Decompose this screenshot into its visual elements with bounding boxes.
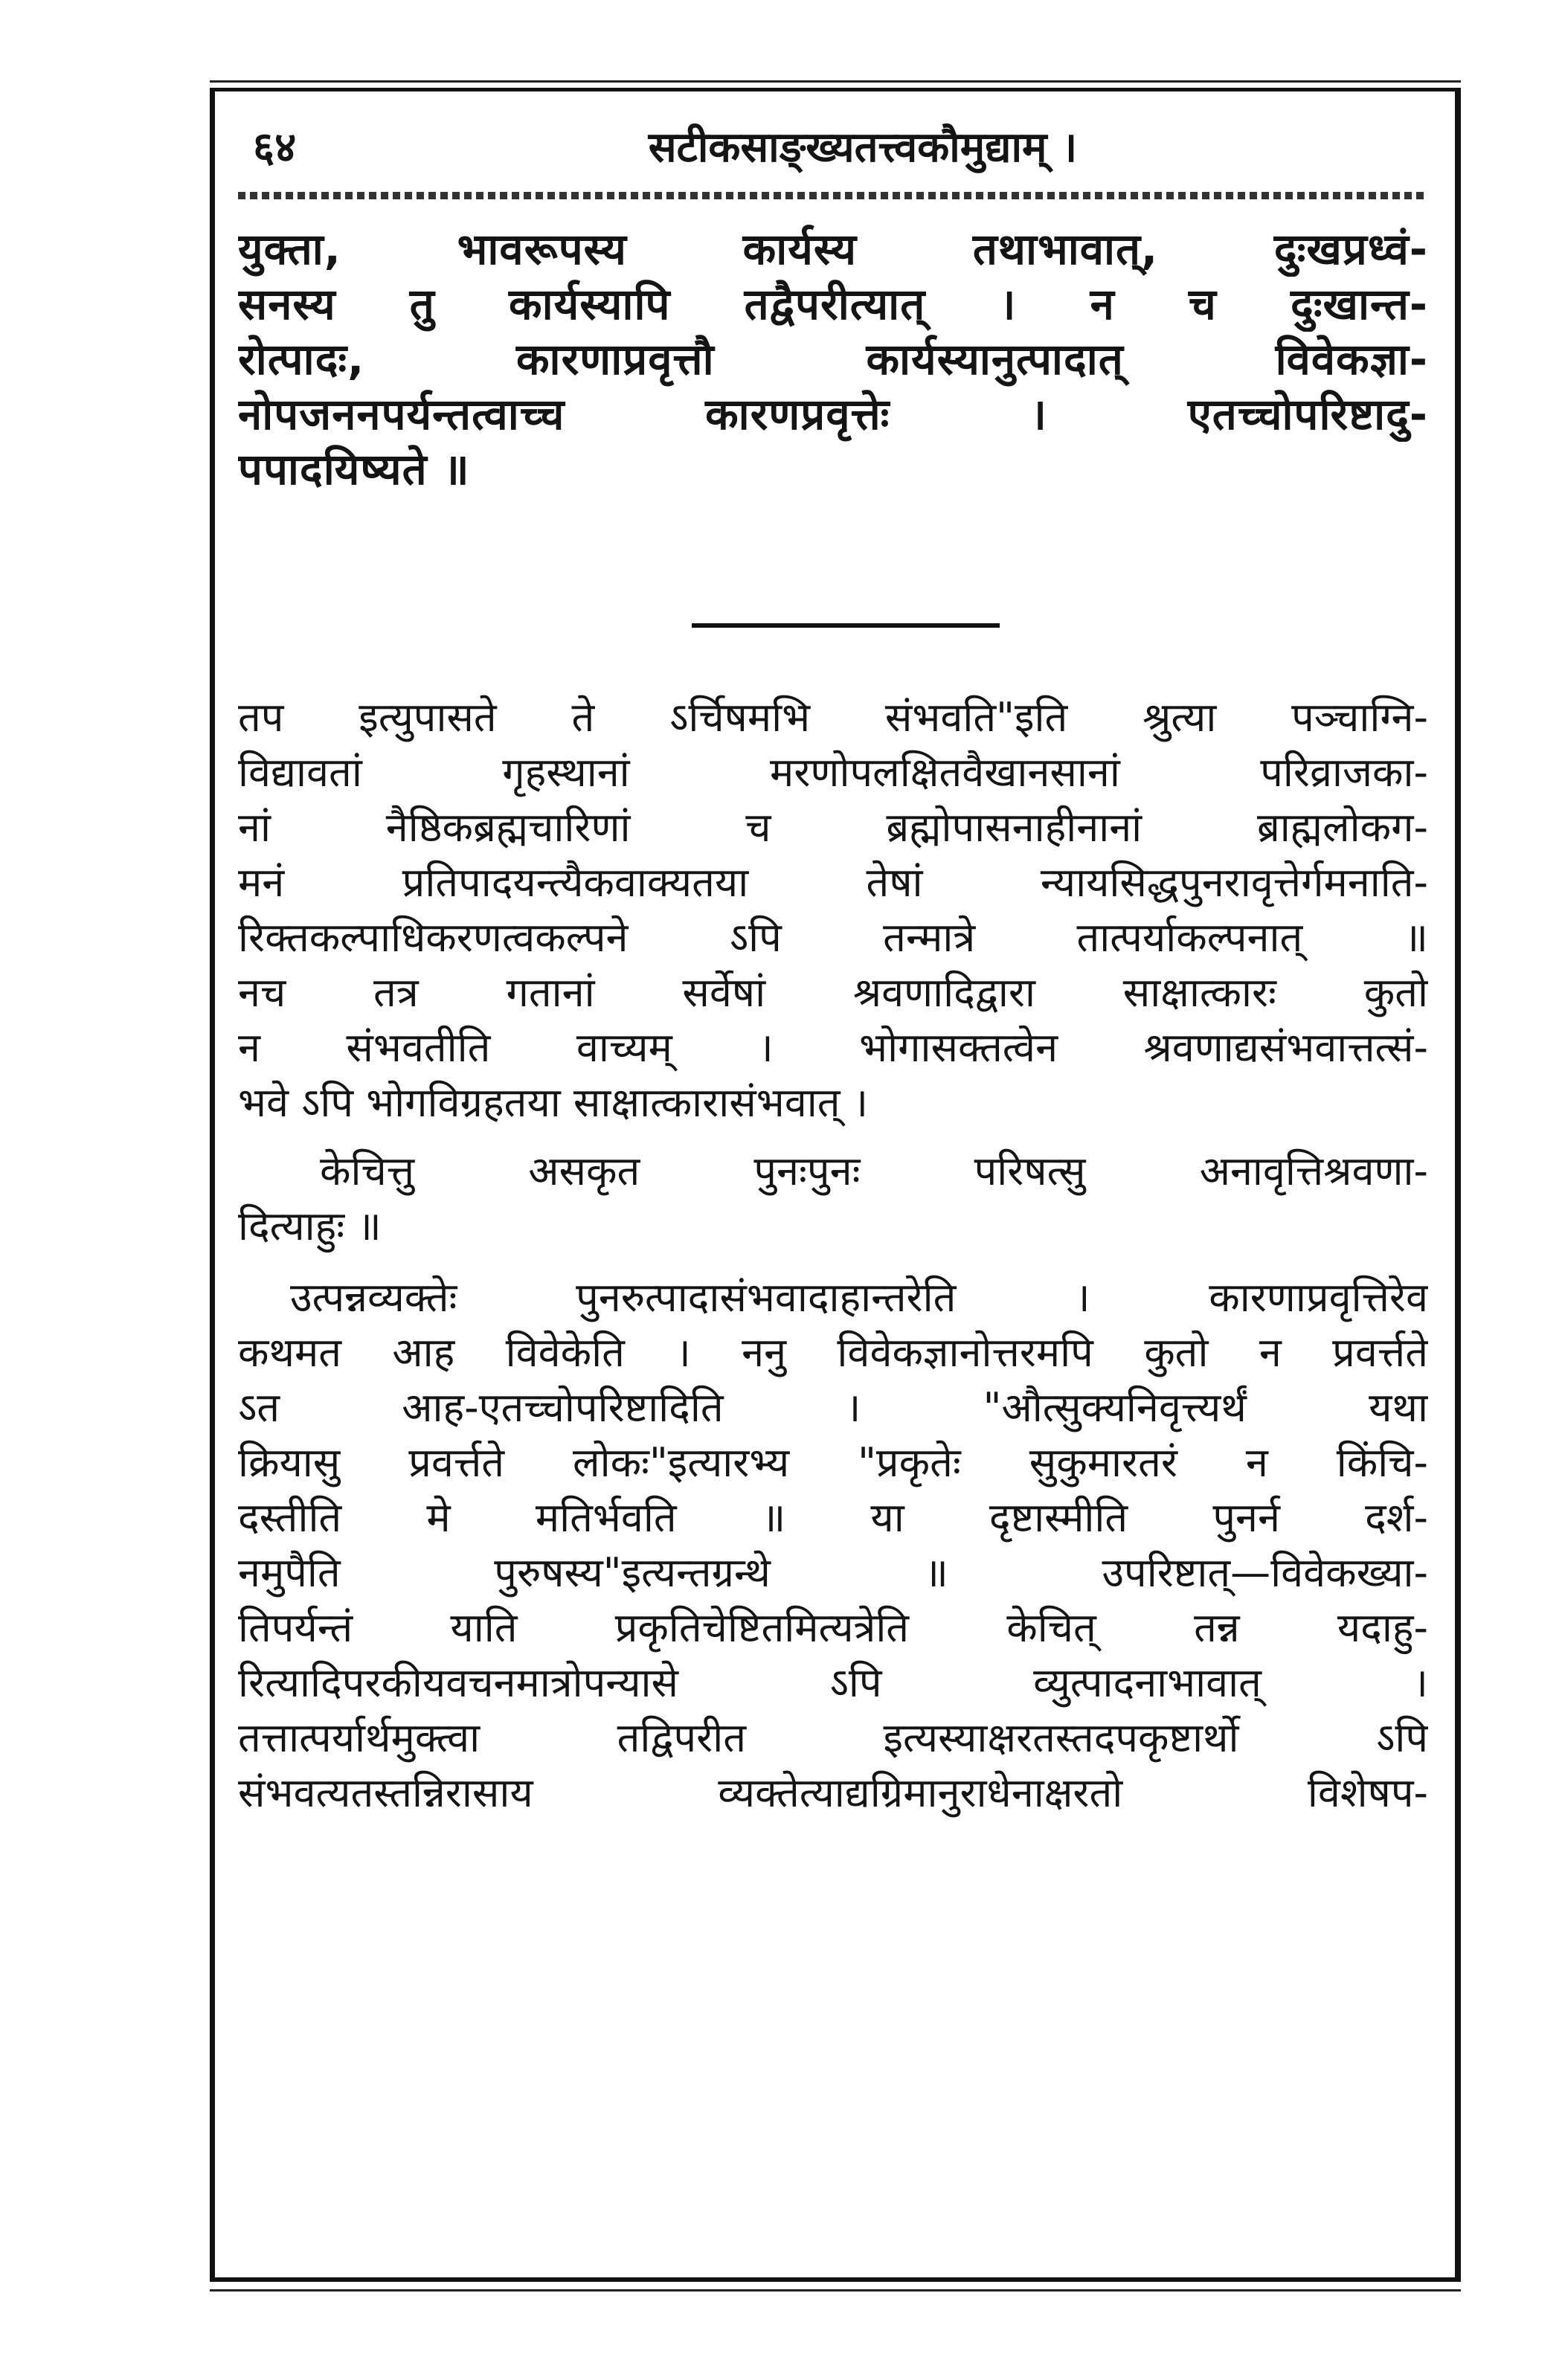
text-line: दित्याहुः ॥ [238, 1203, 382, 1250]
text-line: सनस्य तु कार्यस्यापि तद्वैपरीत्यात् । न च दुःखान्त- [238, 279, 1428, 329]
running-title: सटीकसाङ्ख्यतत्त्वकौमुद्याम् । [648, 123, 1078, 172]
commentary-block-1 [238, 690, 1428, 1130]
text-line: नमुपैति पुरुषस्य"इत्यन्तग्रन्थे ॥ उपरिष्टात्—विवेकख्या- [238, 1549, 1428, 1596]
frame-bottom-rule [210, 2289, 1461, 2291]
text-line: तिपर्यन्तं याति प्रकृतिचेष्टितमित्यत्रेति केचित् तन्न यदाहु- [238, 1604, 1428, 1651]
text-line: रोत्पादः, कारणाप्रवृत्तौ कार्यस्यानुत्पादात् विवेकज्ञा- [238, 334, 1428, 385]
text-line: भवे ऽपि भोगविग्रहतया साक्षात्कारासंभवात् । [238, 1079, 869, 1126]
text-line: क्रियासु प्रवर्त्तते लोकः"इत्यारभ्य "प्रकृतेः सुकुमारतरं न किंचि- [238, 1439, 1428, 1486]
text-line: कथमत आह विवेकेति । ननु विवेकज्ञानोत्तरमपि कुतो न प्रवर्त्तते [238, 1329, 1428, 1376]
text-line: विद्यावतां गृहस्थानां मरणोपलक्षितवैखानसानां परिव्राजका- [238, 749, 1428, 796]
commentary-block-2 [238, 1144, 1428, 1254]
text-line: नां नैष्ठिकब्रह्मचारिणां च ब्रह्मोपासनाहीनानां ब्राह्मलोकग- [238, 804, 1428, 851]
text-line: दस्तीति मे मतिर्भवति ॥ या दृष्टास्मीति पुनर्न दर्श- [238, 1494, 1428, 1541]
page-header [245, 118, 1421, 184]
text-line: पपादयिष्यते ॥ [238, 444, 470, 495]
text-line: उत्पन्नव्यक्तेः पुनरुत्पादासंभवादाहान्तरेति । कारणाप्रवृत्तिरेव [290, 1274, 1428, 1321]
section-divider [692, 623, 1000, 628]
text-line: ऽत आह-एतच्चोपरिष्टादिति । "औत्सुक्यनिवृत्त्यर्थं यथा [238, 1384, 1428, 1431]
commentary-block-3 [238, 1270, 1428, 1821]
text-line: युक्ता, भावरूपस्य कार्यस्य तथाभावात्, दुःखप्रध्वं- [238, 224, 1428, 274]
text-line: रिक्तकल्पाधिकरणत्वकल्पने ऽपि तन्मात्रे तात्पर्याकल्पनात् ॥ [238, 914, 1428, 961]
header-wavy-rule [238, 192, 1428, 199]
text-line: नोपजननपर्यन्तत्वाच्च कारणप्रवृत्तेः । एतच्चोपरिष्टादु- [238, 389, 1428, 440]
text-line: नच तत्र गतानां सर्वेषां श्रवणादिद्वारा साक्षात्कारः कुतो [238, 969, 1428, 1016]
text-line: न संभवतीति वाच्यम् । भोगासक्तत्वेन श्रवणाद्यसंभवात्तत्सं- [238, 1024, 1428, 1071]
text-line: केचित्तु असकृत पुनःपुनः परिषत्सु अनावृत्तिश्रवणा- [320, 1148, 1428, 1194]
text-line: रित्यादिपरकीयवचनमात्रोपन्यासे ऽपि व्युत्पादनाभावात् । [238, 1659, 1428, 1706]
text-line: मनं प्रतिपादयन्त्यैकवाक्यतया तेषां न्यायसिद्धपुनरावृत्तेर्गमनाति- [238, 859, 1428, 906]
text-line: संभवत्यतस्तन्निरासाय व्यक्तेत्याद्यग्रिमानुराधेनाक्षरतो विशेषप- [238, 1769, 1428, 1816]
text-line: तत्तात्पर्यार्थमुक्त्वा तद्विपरीत इत्यस्याक्षरतस्तदपकृष्टार्थो ऽपि [238, 1714, 1428, 1761]
page-number: ६४ [253, 123, 297, 172]
main-text [238, 222, 1428, 497]
text-line: तप इत्युपासते ते ऽर्चिषमभि संभवति"इति श्रुत्या पञ्चाग्नि- [238, 694, 1428, 741]
frame-top-rule [210, 80, 1461, 83]
